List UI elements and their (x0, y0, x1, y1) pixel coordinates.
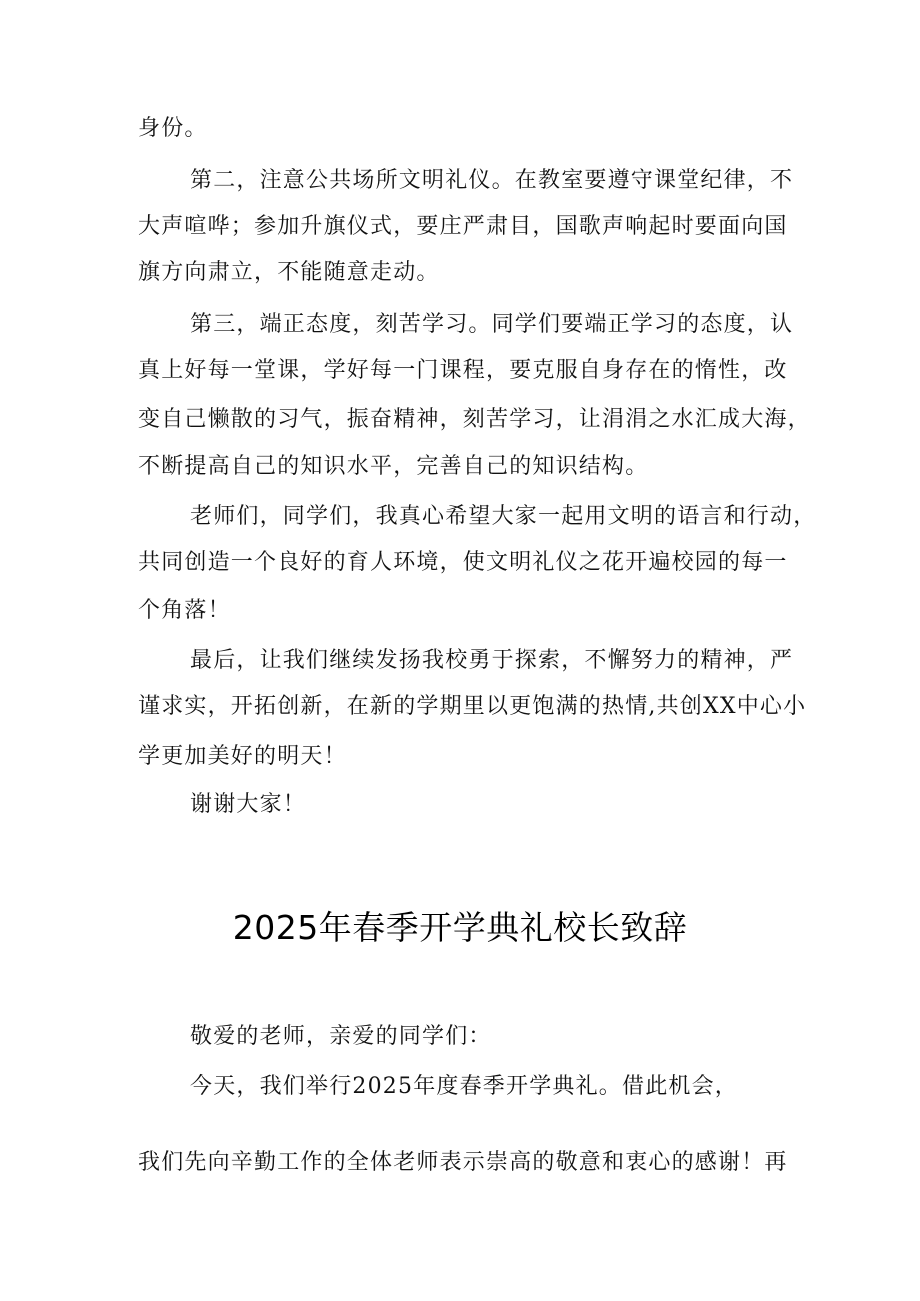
paragraph-line: 学更加美好的明天！ (138, 744, 347, 769)
paragraph-line: 个角落！ (138, 598, 231, 623)
paragraph-line: 今天，我们举行2025年度春季开学典礼。借此机会， (190, 1074, 738, 1099)
paragraph-line: 旗方向肃立，不能随意走动。 (138, 260, 440, 285)
paragraph-line: 真上好每一堂课，学好每一门课程，要克服自身存在的惰性，改 (138, 358, 788, 383)
paragraph-line: 第三，端正态度，刻苦学习。同学们要端正学习的态度，认 (190, 312, 794, 337)
paragraph-line: 共同创造一个良好的育人环境，使文明礼仪之花开遍校园的每一 (138, 550, 788, 575)
paragraph-line: 变自己懒散的习气，振奋精神，刻苦学习，让涓涓之水汇成大海， (138, 407, 811, 432)
paragraph-line: 最后，让我们继续发扬我校勇于探索，不懈努力的精神，严 (190, 648, 794, 673)
paragraph-line: 第二，注意公共场所文明礼仪。在教室要遵守课堂纪律，不 (190, 168, 794, 193)
paragraph-line: 不断提高自己的知识水平，完善自己的知识结构。 (138, 454, 649, 479)
paragraph-line: 我们先向辛勤工作的全体老师表示崇高的敬意和衷心的感谢！再 (138, 1150, 788, 1175)
paragraph-line: 谢谢大家！ (190, 792, 307, 817)
paragraph-line: 谨求实，开拓创新，在新的学期里以更饱满的热情,共创XX中心小 (138, 694, 807, 719)
paragraph-line: 老师们，同学们，我真心希望大家一起用文明的语言和行动， (190, 504, 817, 529)
salutation-line: 敬爱的老师，亲爱的同学们： (190, 1024, 492, 1049)
paragraph-line: 身份。 (138, 116, 208, 141)
document-title: 2025年春季开学典礼校长致辞 (232, 908, 688, 947)
paragraph-line: 大声喧哗；参加升旗仪式，要庄严肃目，国歌声响起时要面向国 (138, 214, 788, 239)
